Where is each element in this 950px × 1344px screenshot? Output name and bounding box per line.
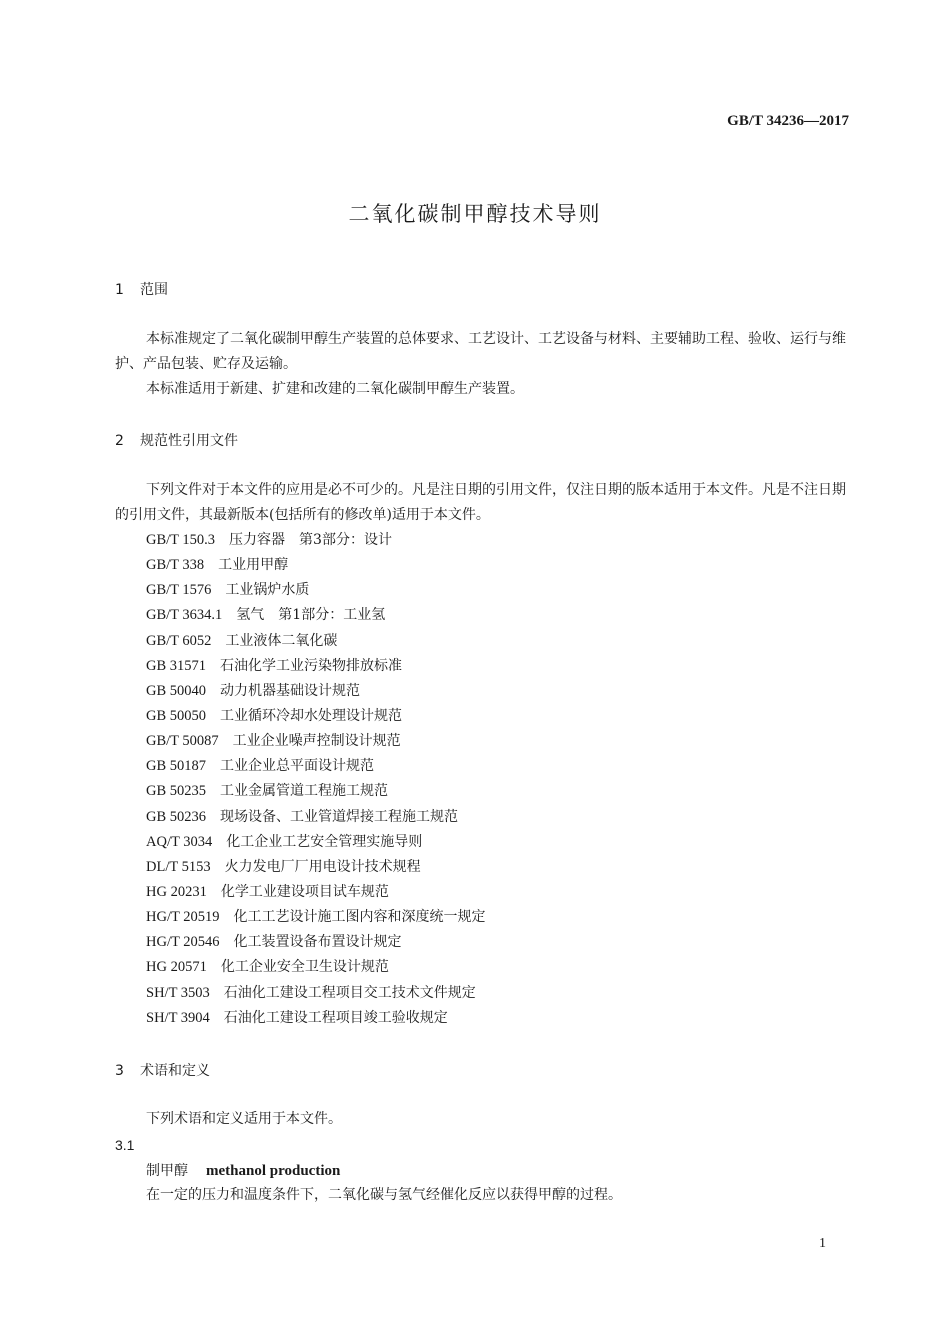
reference-item (146, 704, 485, 729)
reference-item (146, 930, 485, 955)
reference-title: 工业金属管道工程施工规范 (220, 783, 389, 800)
reference-item (146, 981, 485, 1006)
page-number: 1 (819, 1236, 826, 1251)
reference-title: 工业循环冷却水处理设计规范 (220, 707, 403, 724)
reference-item (146, 603, 485, 628)
reference-item (146, 805, 485, 830)
reference-code: HG 20231 (146, 883, 207, 900)
reference-title: 氢气 第1部分：工业氢 (236, 607, 386, 624)
term-name (146, 1160, 340, 1180)
reference-title: 化工工艺设计施工图内容和深度统一规定 (233, 909, 486, 926)
reference-item (146, 654, 485, 679)
section-number: 1 (115, 282, 124, 298)
reference-item (146, 830, 485, 855)
reference-title: 化工装置设备布置设计规定 (233, 934, 402, 951)
reference-list (146, 528, 485, 1031)
reference-title: 动力机器基础设计规范 (220, 682, 361, 699)
reference-item (146, 779, 485, 804)
section-3-heading (115, 1060, 210, 1080)
section-3-intro: 下列术语和定义适用于本文件。 (146, 1111, 342, 1127)
reference-title: 化工企业工艺安全管理实施导则 (226, 833, 423, 850)
reference-item (146, 629, 485, 654)
reference-code: GB 50235 (146, 783, 207, 800)
reference-title: 化学工业建设项目试车规范 (220, 883, 389, 900)
reference-code: GB/T 338 (146, 557, 205, 574)
section-number: 3 (115, 1063, 124, 1079)
reference-code: AQ/T 3034 (146, 833, 213, 850)
term-definition: 在一定的压力和温度条件下，二氧化碳与氢气经催化反应以获得甲醇的过程。 (146, 1187, 622, 1203)
reference-title: 石油化工建设工程项目竣工验收规定 (223, 1009, 448, 1026)
reference-item (146, 955, 485, 980)
section-1-heading (115, 279, 168, 299)
section-title: 术语和定义 (140, 1063, 210, 1079)
reference-code: HG 20571 (146, 959, 207, 976)
section-1-paragraph-1: 本标准规定了二氧化碳制甲醇生产装置的总体要求、工艺设计、工艺设备与材料、主要辅助工程、验收、运行与维护、产品包装、贮存及运输。 (115, 331, 846, 372)
document-title: 二氧化碳制甲醇技术导则 (348, 202, 602, 226)
reference-code: GB/T 3634.1 (146, 607, 223, 624)
reference-code: DL/T 5153 (146, 858, 211, 875)
reference-item (146, 679, 485, 704)
reference-item (146, 1006, 485, 1031)
section-2-intro: 下列文件对于本文件的应用是必不可少的。凡是注日期的引用文件，仅注日期的版本适用于本文件。凡是不注日期的引用文件，其最新版本(包括所有的修改单)适用于本文件。 (115, 482, 846, 523)
reference-title: 工业用甲醇 (218, 557, 289, 574)
reference-title: 石油化学工业污染物排放标准 (220, 657, 403, 674)
reference-title: 工业企业噪声控制设计规范 (232, 733, 401, 750)
reference-code: GB/T 150.3 (146, 532, 216, 548)
reference-code: HG/T 20546 (146, 934, 220, 951)
reference-item (146, 905, 485, 930)
reference-title: 现场设备、工业管道焊接工程施工规范 (220, 808, 459, 825)
reference-item (146, 553, 485, 578)
reference-code: GB/T 50087 (146, 733, 219, 750)
reference-item (146, 754, 485, 779)
section-number: 2 (115, 433, 124, 449)
reference-item (146, 528, 485, 553)
section-2-heading (115, 430, 238, 450)
term-name-zh: 制甲醇 (146, 1163, 188, 1179)
reference-code: GB 50040 (146, 682, 207, 699)
reference-code: GB 50050 (146, 707, 207, 724)
reference-title: 工业企业总平面设计规范 (220, 758, 375, 775)
reference-code: GB/T 6052 (146, 632, 212, 649)
reference-title: 工业液体二氧化碳 (225, 632, 338, 649)
standard-code: GB/T 34236—2017 (727, 113, 849, 129)
reference-title: 火力发电厂厂用电设计技术规程 (224, 858, 421, 875)
reference-title: 石油化工建设工程项目交工技术文件规定 (223, 984, 476, 1001)
reference-code: GB/T 1576 (146, 582, 212, 599)
reference-title: 化工企业安全卫生设计规范 (220, 959, 389, 976)
reference-code: GB 50187 (146, 758, 207, 775)
term-name-en: methanol production (206, 1163, 341, 1179)
reference-item (146, 855, 485, 880)
reference-item (146, 880, 485, 905)
section-title: 规范性引用文件 (140, 433, 238, 449)
reference-item (146, 578, 485, 603)
reference-code: SH/T 3904 (146, 1009, 210, 1026)
reference-title: 工业锅炉水质 (225, 582, 310, 599)
reference-code: SH/T 3503 (146, 984, 210, 1001)
reference-code: HG/T 20519 (146, 909, 220, 926)
reference-code: GB 31571 (146, 657, 207, 674)
reference-code: GB 50236 (146, 808, 207, 825)
reference-item (146, 729, 485, 754)
reference-title: 压力容器 第3部分：设计 (229, 532, 392, 548)
section-1-paragraph-2: 本标准适用于新建、扩建和改建的二氧化碳制甲醇生产装置。 (146, 381, 524, 397)
section-title: 范围 (140, 282, 168, 298)
term-number: 3.1 (115, 1137, 135, 1153)
